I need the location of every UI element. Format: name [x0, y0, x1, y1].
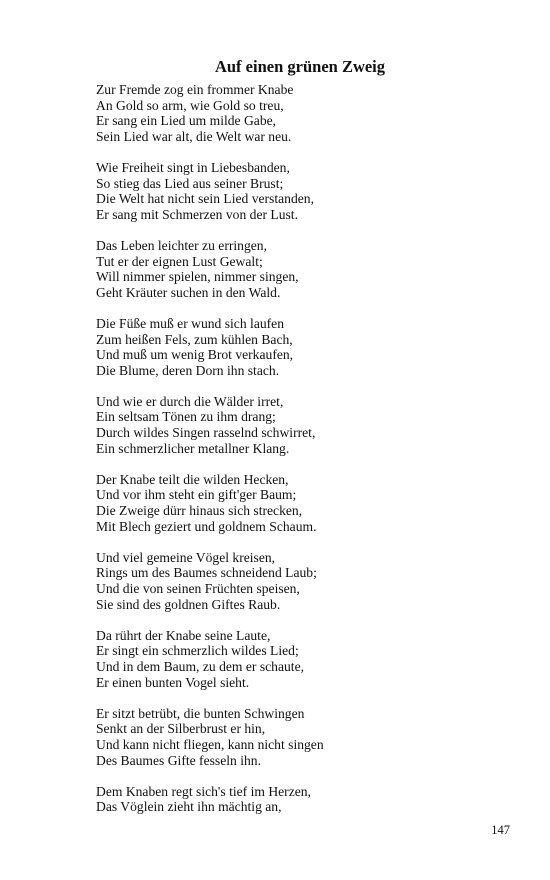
stanza	[96, 160, 526, 222]
poem-line: Des Baumes Gifte fesseln ihn.	[96, 752, 261, 768]
poem-line: Zur Fremde zog ein frommer Knabe	[96, 82, 294, 97]
poem-line: Tut er der eignen Lust Gewalt;	[96, 253, 263, 269]
poem-line: Er sang ein Lied um milde Gabe,	[96, 113, 277, 129]
poem-line: Er singt ein schmerzlich wildes Lied;	[96, 643, 299, 659]
poem-line: Die Welt hat nicht sein Lied verstanden,	[96, 191, 314, 207]
poem-title: Auf einen grünen Zweig	[214, 57, 386, 76]
poem-line: Die Zweige dürr hinaus sich strecken,	[96, 503, 303, 519]
stanza	[96, 238, 526, 300]
stanza	[96, 82, 526, 144]
poem-line: Und in dem Baum, zu dem er schaute,	[96, 658, 305, 674]
poem-line: Will nimmer spielen, nimmer singen,	[96, 269, 299, 285]
poem-line: Sein Lied war alt, die Welt war neu.	[96, 128, 292, 144]
poem-line: Und viel gemeine Vögel kreisen,	[96, 549, 276, 565]
poem-line: So stieg das Lied aus seiner Brust;	[96, 175, 284, 191]
poem-line: Wie Freiheit singt in Liebesbanden,	[96, 159, 290, 175]
poem-line: Er sang mit Schmerzen von der Lust.	[96, 206, 298, 222]
poem-line: Sie sind des goldnen Giftes Raub.	[96, 596, 281, 612]
poem-line: Und wie er durch die Wälder irret,	[96, 393, 284, 409]
page-number: 147	[491, 823, 510, 837]
stanza	[96, 628, 526, 690]
poem-line: Senkt an der Silberbrust er hin,	[96, 721, 266, 737]
poem-line: Das Vöglein zieht ihn mächtig an,	[96, 799, 282, 815]
poem-line: Und die von seinen Früchten speisen,	[96, 581, 300, 596]
poem-line: Zum heißen Fels, zum kühlen Bach,	[96, 331, 293, 347]
poem-line: Mit Blech geziert und goldnem Schaum.	[96, 518, 317, 534]
poem-line: Dem Knaben regt sich's tief im Herzen,	[96, 783, 311, 799]
poem-line: Durch wildes Singen rasselnd schwirret,	[96, 425, 316, 441]
stanza	[96, 550, 526, 612]
stanza	[96, 706, 526, 768]
poem-line: Und muß um wenig Brot verkaufen,	[96, 347, 294, 363]
poem-line: Geht Kräuter suchen in den Wald.	[96, 284, 281, 300]
poem-line: Er sitzt betrübt, die bunten Schwingen	[96, 705, 305, 721]
poem-line: Er einen bunten Vogel sieht.	[96, 674, 250, 690]
poem-line: Die Blume, deren Dorn ihn stach.	[96, 362, 280, 378]
poem-line: Ein seltsam Tönen zu ihm drang;	[96, 409, 276, 425]
poem-line: An Gold so arm, wie Gold so treu,	[96, 97, 284, 113]
poem-line: Rings um des Baumes schneidend Laub;	[96, 565, 317, 581]
stanza	[96, 784, 526, 815]
poem-line: Ein schmerzlicher metallner Klang.	[96, 440, 290, 456]
poem-line: Die Füße muß er wund sich laufen	[96, 315, 285, 331]
poem-line: Und kann nicht fliegen, kann nicht singen	[96, 736, 324, 752]
stanza	[96, 316, 526, 378]
stanza	[96, 394, 526, 456]
poem-line: Der Knabe teilt die wilden Hecken,	[96, 471, 289, 487]
poem-body	[96, 82, 526, 831]
poem-line: Das Leben leichter zu erringen,	[96, 237, 267, 253]
stanza	[96, 472, 526, 534]
poem-line: Da rührt der Knabe seine Laute,	[96, 627, 271, 643]
poem-line: Und vor ihm steht ein gift'ger Baum;	[96, 487, 297, 503]
